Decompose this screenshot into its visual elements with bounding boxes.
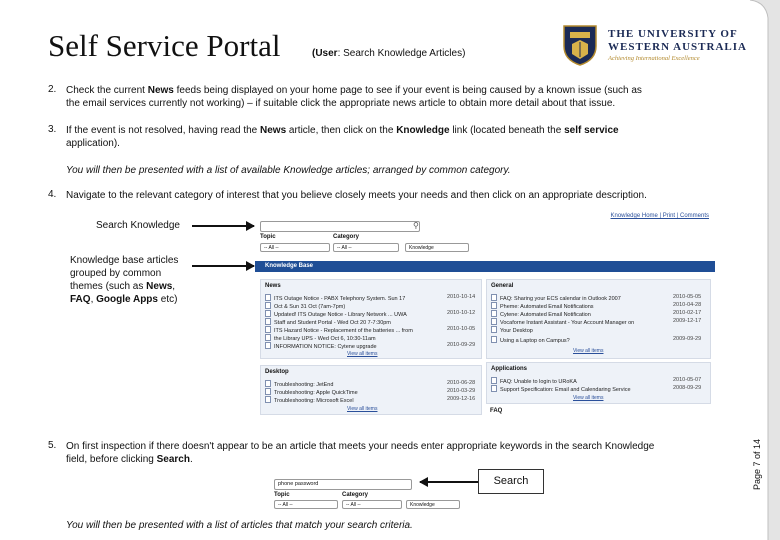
arrow-knowledge-base bbox=[192, 265, 254, 267]
kb-applications-view-all[interactable]: View all items bbox=[573, 395, 604, 401]
university-logo bbox=[562, 24, 747, 68]
kb-news-date: 2010-09-29 bbox=[447, 342, 476, 348]
step-2-text: Check the current News feeds being displayed on your home page to see if your event is being caused by a known issue (such as the email services currently not working) – if suitable click the appropriate news article to obtain more detail about that issue. bbox=[66, 85, 642, 109]
kb-general-panel bbox=[486, 279, 711, 359]
kb-news-item[interactable]: Staff and Student Portal - Wed Oct 20 7-7:30pm bbox=[265, 318, 391, 326]
kb2-topic-label: Topic bbox=[274, 492, 290, 498]
kb-general-view-all[interactable]: View all items bbox=[573, 348, 604, 354]
kb-search-input-filled[interactable]: phone password bbox=[274, 479, 412, 490]
search-icon[interactable]: ⚲ bbox=[413, 221, 419, 230]
step-5-text: On first inspection if there doesn't appear to be an article that meets your needs enter appropriate keywords in the search Knowledge field, before clicking Search. bbox=[66, 441, 655, 465]
step-3-number: 3. bbox=[48, 124, 57, 135]
kb-news-panel bbox=[260, 279, 482, 359]
kb2-topic-select[interactable]: -- All -- bbox=[274, 500, 338, 509]
kb-news-title: News bbox=[265, 283, 281, 289]
kb-desktop-date: 2009-12-16 bbox=[447, 396, 476, 402]
kb-news-date: 2010-10-14 bbox=[447, 294, 476, 300]
page-number: Page 7 of 14 bbox=[752, 438, 762, 490]
kb-desktop-item[interactable]: Troubleshooting: Microsoft Excel bbox=[265, 396, 354, 404]
kb-category-label: Category bbox=[333, 234, 360, 240]
kb-desktop-title: Desktop bbox=[265, 369, 289, 375]
kb-faq-title: FAQ bbox=[490, 408, 503, 414]
callout-knowledge-base: Knowledge base articles grouped by common themes (such as News, FAQ, Google Apps etc) bbox=[70, 255, 179, 305]
kb-topic-label: Topic bbox=[260, 234, 276, 240]
callout-search-knowledge: Search Knowledge bbox=[96, 220, 180, 231]
kb-title-bar: Knowledge Base bbox=[255, 261, 715, 272]
kb-general-date: 2010-04-28 bbox=[673, 302, 702, 308]
step-4-number: 4. bbox=[48, 189, 57, 200]
kb-category-select[interactable]: -- All -- bbox=[333, 243, 399, 252]
kb-general-item[interactable]: Using a Laptop on Campus? bbox=[491, 336, 570, 344]
kb-news-view-all[interactable]: View all items bbox=[347, 351, 378, 357]
kb-search-input[interactable] bbox=[260, 221, 420, 232]
kb2-category-label: Category bbox=[342, 492, 369, 498]
kb2-type-select[interactable]: Knowledge bbox=[406, 500, 460, 509]
kb2-category-select[interactable]: -- All -- bbox=[342, 500, 402, 509]
kb-news-date: 2010-10-12 bbox=[447, 310, 476, 316]
kb-applications-title: Applications bbox=[491, 366, 528, 372]
page-subtitle: (User: Search Knowledge Articles) bbox=[312, 48, 466, 59]
logo-line-2: WESTERN AUSTRALIA bbox=[608, 41, 747, 53]
kb-general-title: General bbox=[491, 283, 514, 289]
kb-header-links[interactable]: Knowledge Home | Print | Comments bbox=[610, 213, 709, 219]
logo-tagline: Achieving International Excellence bbox=[608, 55, 700, 62]
step-3-text: If the event is not resolved, having read the News article, then click on the Knowledge link (located beneath the self service application). bbox=[66, 125, 619, 149]
knowledge-base-screenshot bbox=[255, 212, 715, 420]
step-5-note: You will then be presented with a list of articles that match your search criteria. bbox=[66, 520, 413, 531]
kb-general-item[interactable]: Vocaforne Instant Assistant - Your Account Manager on bbox=[491, 318, 634, 326]
kb-general-date: 2009-09-29 bbox=[673, 336, 702, 342]
kb-news-item[interactable]: Updated! ITS Outage Notice - Library Network ... UWA bbox=[265, 310, 407, 318]
kb-news-item[interactable]: Oct & Sun 31 Oct (7am-7pm) bbox=[265, 302, 345, 310]
kb-general-date: 2010-05-05 bbox=[673, 294, 702, 300]
crest-icon bbox=[562, 24, 598, 66]
kb-news-item[interactable]: INFORMATION NOTICE: Cytene upgrade bbox=[265, 342, 377, 350]
kb-applications-item[interactable]: Support Specification: Email and Calendaring Service bbox=[491, 385, 631, 393]
kb-general-item[interactable]: Your Desktop bbox=[491, 326, 533, 334]
kb-desktop-view-all[interactable]: View all items bbox=[347, 406, 378, 412]
kb-general-item[interactable]: Pheme: Automated Email Notifications bbox=[491, 302, 594, 310]
kb-desktop-item[interactable]: Troubleshooting: Apple QuickTime bbox=[265, 388, 358, 396]
kb-desktop-date: 2010-03-29 bbox=[447, 388, 476, 394]
kb-news-item[interactable]: the Library UPS - Wed Oct 6, 10:30-11am bbox=[265, 334, 376, 342]
page-title: Self Service Portal bbox=[48, 28, 281, 63]
kb-desktop-item[interactable]: Troubleshooting: JetEnd bbox=[265, 380, 333, 388]
kb-news-date: 2010-10-05 bbox=[447, 326, 476, 332]
kb-general-date: 2010-02-17 bbox=[673, 310, 702, 316]
step-5-number: 5. bbox=[48, 440, 57, 451]
arrow-search-knowledge bbox=[192, 225, 254, 227]
kb-news-item[interactable]: ITS Hazard Notice - Replacement of the batteries ... from bbox=[265, 326, 413, 334]
kb-applications-panel bbox=[486, 362, 711, 404]
kb-applications-item[interactable]: FAQ: Unable to login to URoKA bbox=[491, 377, 577, 385]
kb-applications-date: 2010-05-07 bbox=[673, 377, 702, 383]
kb-type-select[interactable]: Knowledge bbox=[405, 243, 469, 252]
logo-line-1: THE UNIVERSITY OF bbox=[608, 28, 738, 40]
step-2-number: 2. bbox=[48, 84, 57, 95]
step-4-text: Navigate to the relevant category of interest that you believe closely meets your needs and then click on an appropriate description. bbox=[66, 190, 647, 201]
kb-general-date: 2009-12-17 bbox=[673, 318, 702, 324]
search-button-callout: Search bbox=[478, 469, 544, 494]
kb-desktop-date: 2010-06-28 bbox=[447, 380, 476, 386]
arrow-search bbox=[420, 481, 478, 483]
kb-applications-date: 2008-09-29 bbox=[673, 385, 702, 391]
kb-topic-select[interactable]: -- All -- bbox=[260, 243, 330, 252]
kb-desktop-panel bbox=[260, 365, 482, 415]
kb-news-item[interactable]: ITS Outage Notice - PABX Telephony System. Sun 17 bbox=[265, 294, 405, 302]
kb-general-item[interactable]: Cytene: Automated Email Notification bbox=[491, 310, 591, 318]
step-3-note: You will then be presented with a list of available Knowledge articles; arranged by common category. bbox=[66, 165, 511, 176]
kb-general-item[interactable]: FAQ: Sharing your ECS calendar in Outlook 2007 bbox=[491, 294, 621, 302]
